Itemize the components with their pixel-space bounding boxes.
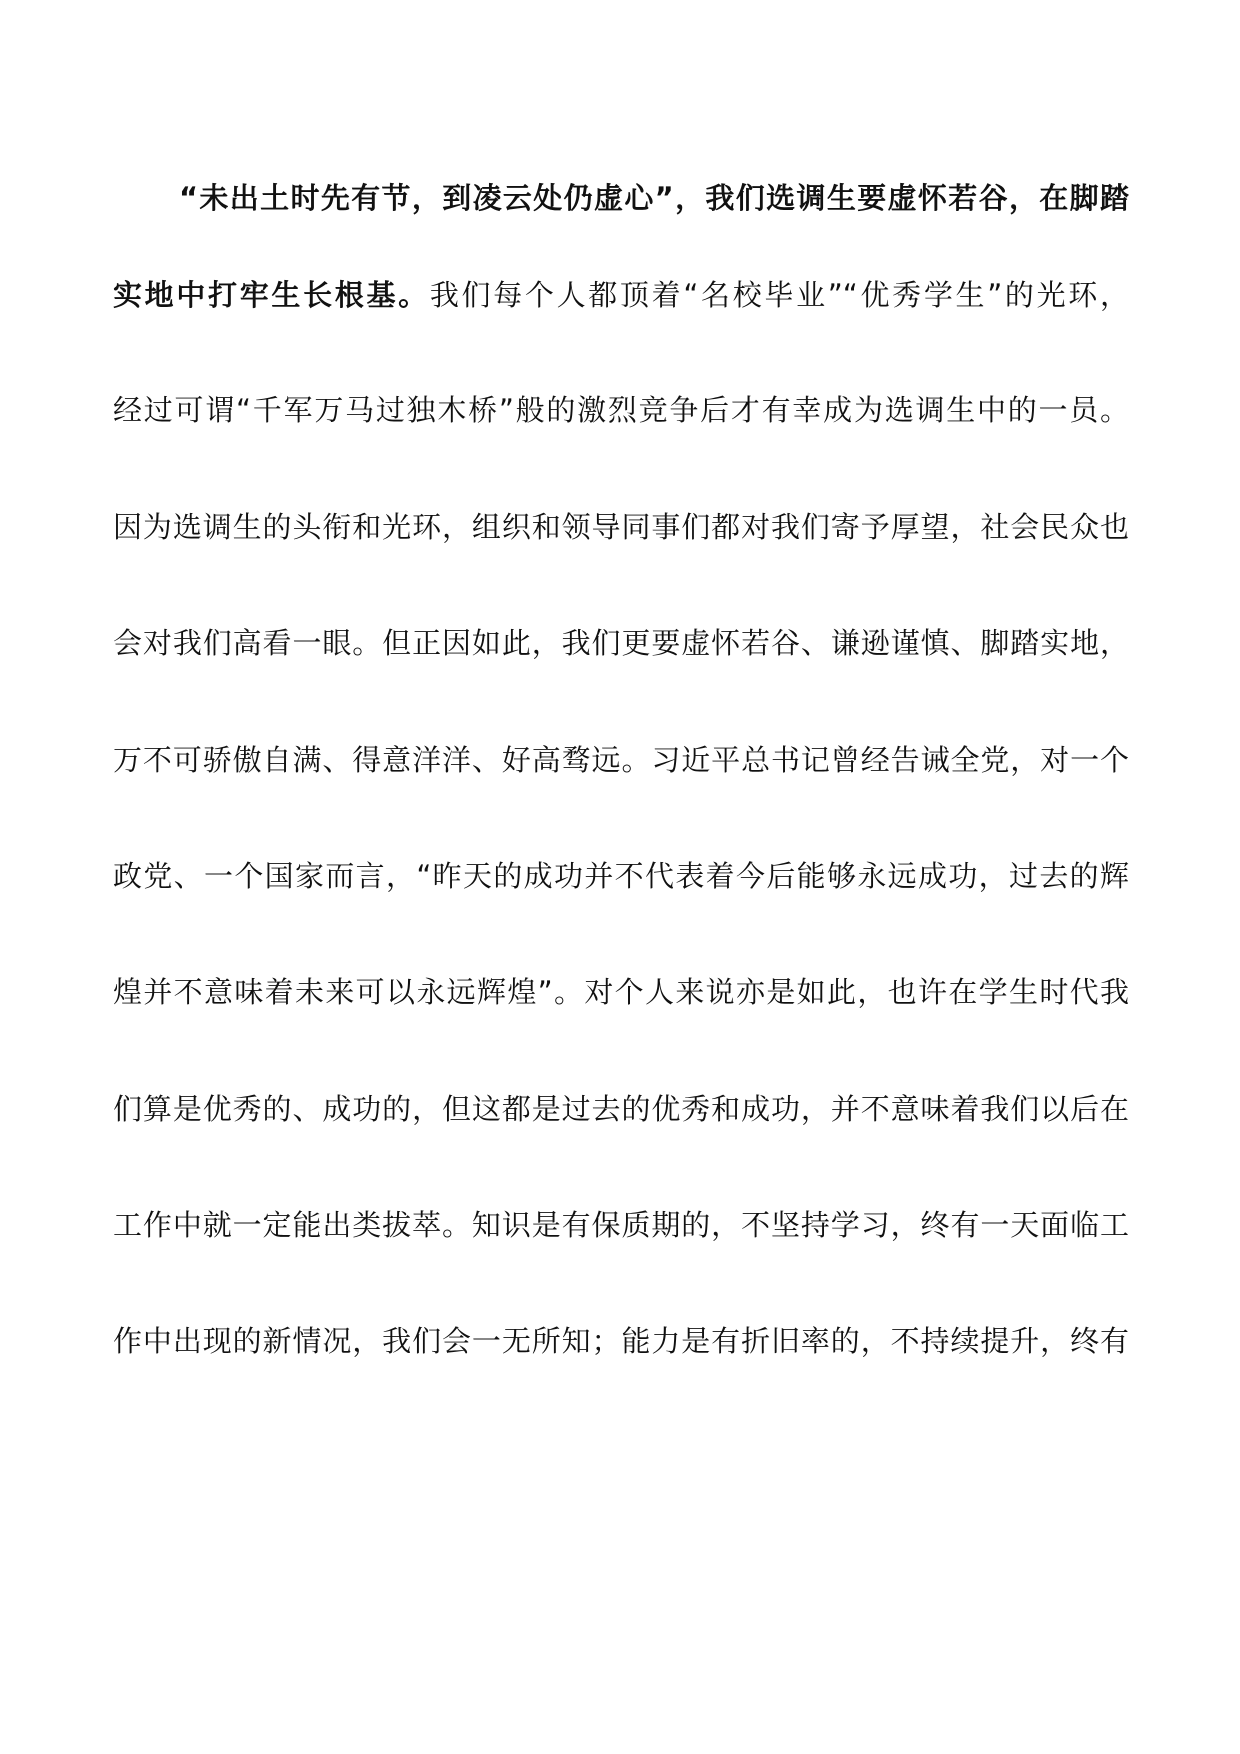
- paragraph-line-11: 作中出现的新情况，我们会一无所知；能力是有折旧率的，不持续提升，终有: [113, 1324, 1129, 1358]
- paragraph-line-2: [113, 265, 1129, 325]
- bold-lead-sentence-end: 实地中打牢生长根基。: [113, 278, 430, 312]
- paragraph-line-8: 煌并不意味着未来可以永远辉煌”。对个人来说亦是如此，也许在学生时代我: [113, 975, 1129, 1009]
- paragraph-line-6: 万不可骄傲自满、得意洋洋、好高骛远。习近平总书记曾经告诫全党，对一个: [113, 743, 1129, 777]
- paragraph-line-9: 们算是优秀的、成功的，但这都是过去的优秀和成功，并不意味着我们以后在: [113, 1092, 1129, 1126]
- paragraph-line-5: 会对我们高看一眼。但正因如此，我们更要虚怀若谷、谦逊谨慎、脚踏实地，: [113, 626, 1129, 660]
- paragraph-line-3: 经过可谓“千军万马过独木桥”般的激烈竞争后才有幸成为选调生中的一员。: [113, 393, 1129, 427]
- paragraph-line-7: 政党、一个国家而言，“昨天的成功并不代表着今后能够永远成功，过去的辉: [113, 859, 1129, 893]
- paragraph-line-1: “未出土时先有节，到凌云处仍虚心”，我们选调生要虚怀若谷，在脚踏: [179, 181, 1129, 215]
- normal-text-segment: 我们每个人都顶着“名校毕业”“优秀学生”的光环，: [429, 278, 1129, 312]
- paragraph-line-4: 因为选调生的头衔和光环，组织和领导同事们都对我们寄予厚望，社会民众也: [113, 510, 1129, 544]
- paragraph-line-10: 工作中就一定能出类拔萃。知识是有保质期的，不坚持学习，终有一天面临工: [113, 1208, 1129, 1242]
